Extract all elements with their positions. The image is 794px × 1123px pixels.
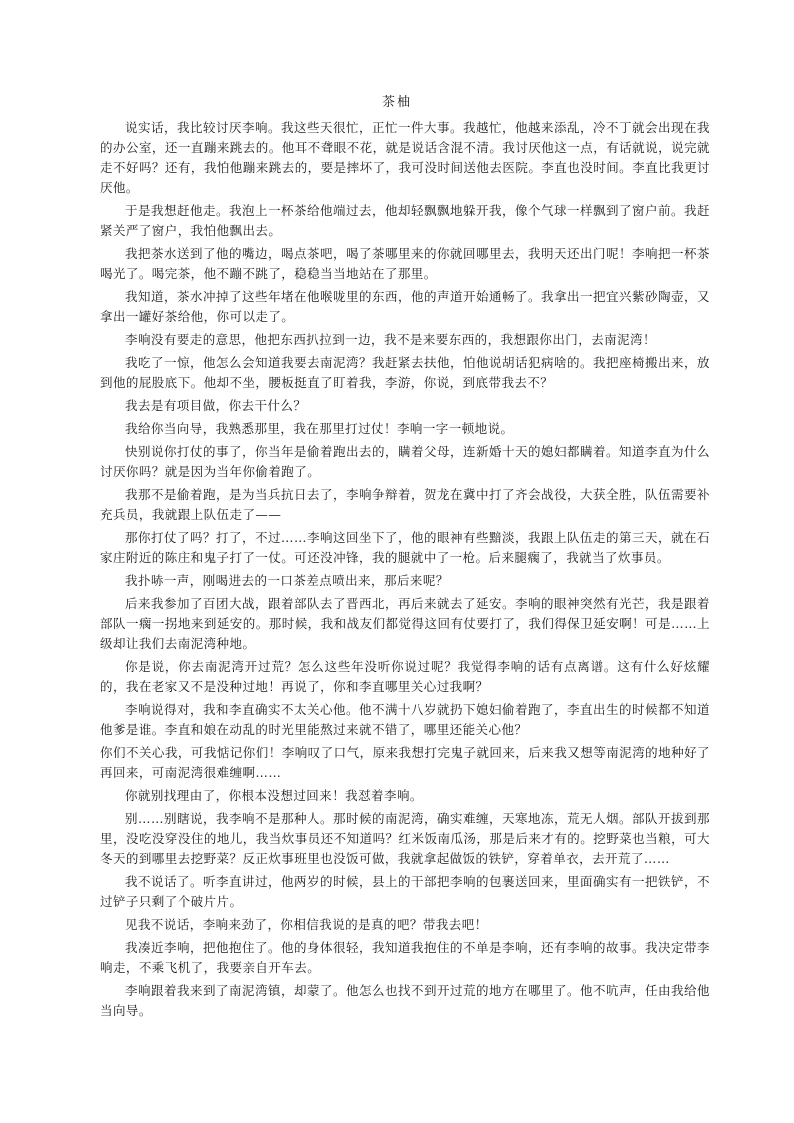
- story-body: [100, 118, 710, 1024]
- paragraph: 我不说话了。听李直讲过，他两岁的时候，县上的干部把李响的包裹送回来，里面确实有一把铁铲，不过铲子只剩了个破片片。: [100, 874, 710, 909]
- paragraph: 我给你当向导，我熟悉那里，我在那里打过仗！李响一字一顿地说。: [125, 421, 514, 436]
- paragraph: 我那不是偷着跑，是为当兵抗日去了，李响争辩着，贺龙在冀中打了齐会战役，大获全胜，队伍需要补充兵员，我就跟上队伍走了——: [100, 487, 710, 522]
- paragraph: 我吃了一惊，他怎么会知道我要去南泥湾？我赶紧去扶他，怕他说胡话犯病啥的。我把座椅搬出来，放到他的屁股底下。他却不坐，腰板挺直了盯着我，李游，你说，到底带我去不？: [100, 355, 710, 390]
- paragraph: 我去是有项目做，你去干什么？: [125, 398, 307, 413]
- paragraph: 李响跟着我来到了南泥湾镇，却蒙了。他怎么也找不到开过荒的地方在哪里了。他不吭声，任由我给他当向导。: [100, 983, 710, 1018]
- paragraph: 你是说，你去南泥湾开过荒？怎么这些年没听你说过呢？我觉得李响的话有点离谱。这有什么好炫耀的，我在老家又不是没种过地！再说了，你和李直哪里关心过我啊？: [100, 659, 710, 694]
- paragraph: 别……别瞎说，我李响不是那种人。那时候的南泥湾，确实难缠，天寒地冻，荒无人烟。部队开拔到那里，没吃没穿没住的地儿，我当炊事员还不知道吗？红米饭南瓜汤，那是后来才有的。挖野菜也当粮，可大冬天的到哪里去挖野菜？反正炊事班里也没饭可做，我就拿起做饭的铁铲，穿着单衣，去开荒了……: [100, 811, 710, 866]
- story-title: 茶柚: [381, 95, 412, 110]
- paragraph: 你就别找理由了，你根本没想过回来！我怼着李响。: [125, 788, 423, 803]
- paragraph: 我凑近李响，把他抱住了。他的身体很轻，我知道我抱住的不单是李响，还有李响的故事。我决定带李响走，不乘飞机了，我要亲自开车去。: [100, 940, 710, 975]
- paragraph: 于是我想赶他走。我泡上一杯茶给他端过去，他却轻飘飘地躲开我，像个气球一样飘到了窗户前。我赶紧关严了窗户，我怕他飘出去。: [100, 203, 710, 238]
- paragraph: 那你打仗了吗？打了，不过……李响这回坐下了，他的眼神有些黯淡，我跟上队伍走的第三天，就在石家庄附近的陈庄和鬼子打了一仗。可还没冲锋，我的腿就中了一枪。后来腿瘸了，我就当了炊事员。: [100, 530, 710, 565]
- paragraph: 快别说你打仗的事了，你当年是偷着跑出去的，瞒着父母，连新婚十天的媳妇都瞒着。知道李直为什么讨厌你吗？就是因为当年你偷着跑了。: [100, 444, 710, 479]
- paragraph: 我知道，茶水冲掉了这些年堵在他喉咙里的东西，他的声道开始通畅了。我拿出一把宜兴紫砂陶壶，又拿出一罐好茶给他，你可以走了。: [100, 289, 710, 324]
- paragraph: 我扑哧一声，刚喝进去的一口茶差点喷出来，那后来呢？: [125, 573, 449, 588]
- paragraph: 后来我参加了百团大战，跟着部队去了晋西北，再后来就去了延安。李响的眼神突然有光芒，我是跟着部队一瘸一拐地来到延安的。那时候，我和战友们都觉得这回有仗要打了，我们得保卫延安啊！可是……上级却让我们去南泥湾种地。: [100, 596, 710, 651]
- paragraph: 你们不关心我，可我惦记你们！李响叹了口气，原来我想打完鬼子就回来，后来我又想等南泥湾的地种好了再回来，可南泥湾很难缠啊……: [100, 745, 710, 780]
- paragraph: 我把茶水送到了他的嘴边，喝点茶吧，喝了茶哪里来的你就回哪里去，我明天还出门呢！李响把一杯茶喝光了。喝完茶，他不蹦不跳了，稳稳当当地站在了那里。: [100, 246, 710, 281]
- paragraph: 见我不说话，李响来劲了，你相信我说的是真的吧？带我去吧！: [125, 917, 488, 932]
- paragraph: 李响没有要走的意思，他把东西扒拉到一边，我不是来要东西的，我想跟你出门，去南泥湾！: [125, 332, 656, 347]
- paragraph: 李响说得对，我和李直确实不太关心他。他不满十八岁就扔下媳妇偷着跑了，李直出生的时候都不知道他爹是谁。李直和娘在动乱的时光里能熬过来就不错了，哪里还能关心他？: [100, 702, 710, 737]
- paragraph: 说实话，我比较讨厌李响。我这些天很忙，正忙一件大事。我越忙，他越来添乱，冷不丁就会出现在我的办公室，还一直蹦来跳去的。他耳不聋眼不花，就是说话含混不清。我讨厌他这一点，有话就说，说完就走不好吗？还有，我怕他蹦来跳去的，要是摔坏了，我可没时间送他去医院。李直也没时间。李直比我更讨厌他。: [100, 120, 710, 195]
